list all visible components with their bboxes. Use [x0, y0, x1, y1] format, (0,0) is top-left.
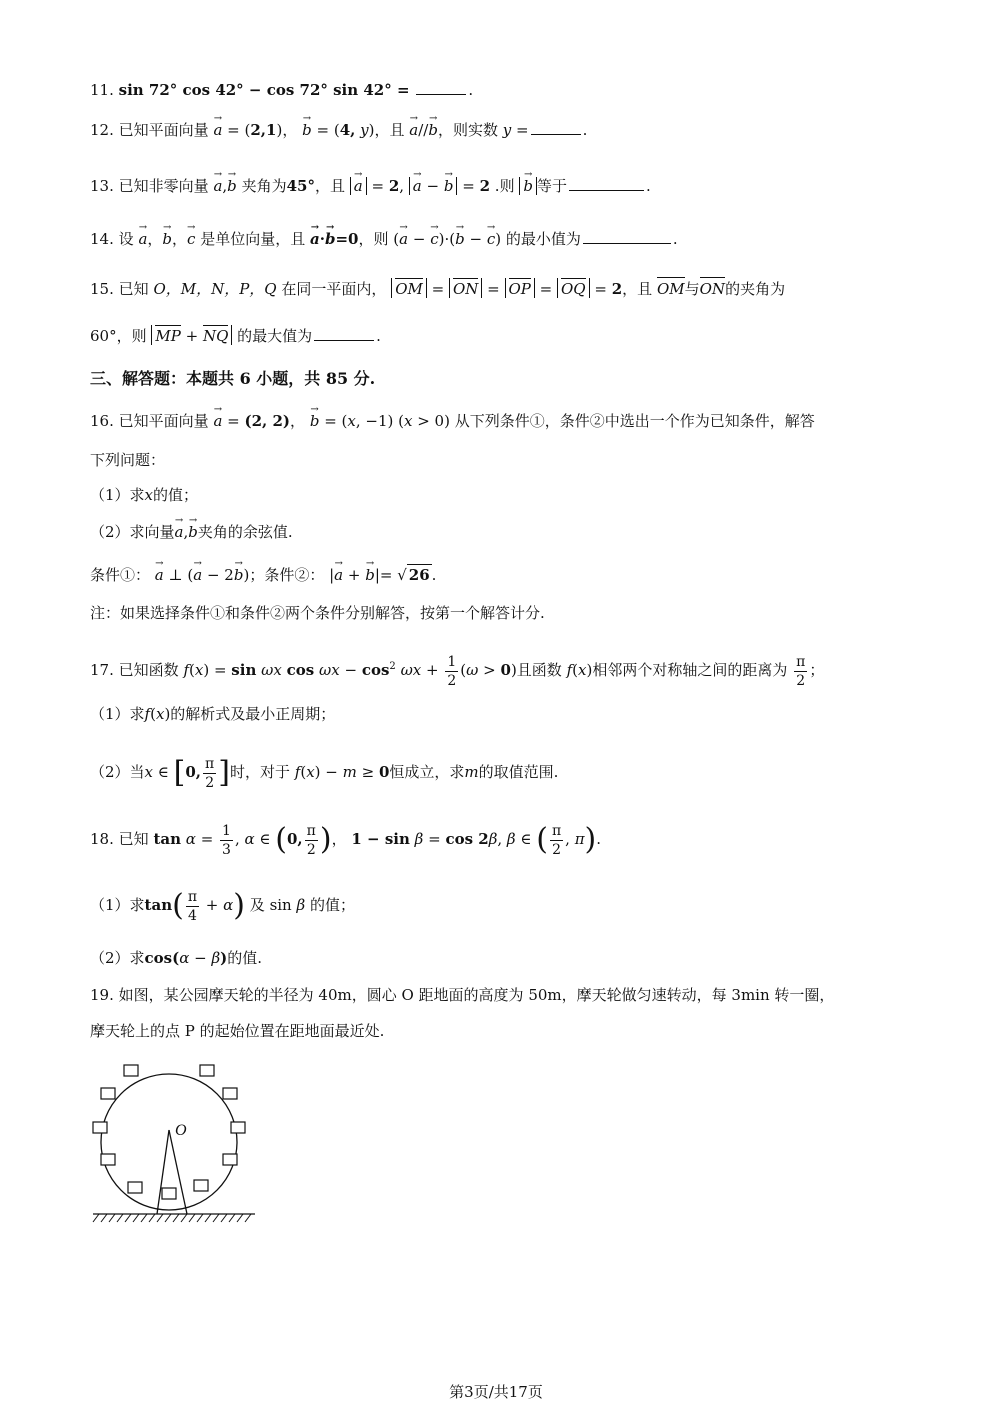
- q14-answer-blank: [583, 229, 671, 244]
- q17-part2-text: （2）当: [90, 763, 145, 781]
- q12-number: 12.: [90, 121, 114, 139]
- q17-cond: 相邻两个对称轴之间的距离为: [592, 661, 788, 679]
- q14-number: 14.: [90, 230, 114, 248]
- q17-number: 17.: [90, 661, 114, 679]
- q16-line1: 16. 已知平面向量 → a = (2, 2)， → b = (x, −1) (x > 0) 从下列条件①，条件②中选出一个作为已知条件，解答: [90, 411, 815, 431]
- q15-angle-label: 的夹角为: [725, 280, 786, 298]
- q15-cond: ，且: [622, 280, 653, 298]
- q16-part1-text: （1）求: [90, 486, 145, 504]
- q15-end: .: [376, 327, 381, 345]
- q16-line2: 下列问题：: [90, 451, 166, 469]
- q17-part2: （2）当x ∈ [0, $\frac{\pi}{2}$ ]时，对于 f(x) − m ≥ 0恒成立，求m的取值范围.: [90, 755, 559, 791]
- q18-text: 已知: [118, 830, 149, 848]
- q14-end: .: [672, 230, 678, 248]
- q15-answer-blank: [314, 326, 374, 341]
- q15-text2: 60°，则: [90, 327, 147, 345]
- q19-line1: [90, 985, 834, 1005]
- q18-part1-end: 的值；: [309, 896, 355, 914]
- q18-part1-and: 及: [249, 896, 265, 914]
- q18-part1: （1）求tan( $\frac{\pi}{4}$ + α) 及 sin β 的值；: [90, 888, 355, 924]
- q16-conditions: 条件①： → a ⊥ (→ a − 2→ b)；条件②： |→ a + → b|= √ 26 .: [90, 564, 436, 585]
- support-left: [157, 1130, 169, 1214]
- q14-line: 14. 设 → a，→ b，→ c 是单位向量，且 → a·→ b=0，则 (→ a − → c)·(→ b − → c) 的最小值为 .: [90, 229, 678, 249]
- q12-end: .: [582, 121, 588, 139]
- q13-end: .: [645, 177, 651, 195]
- q18-part1-text: （1）求: [90, 896, 145, 914]
- q17-part2-when: 时，对于: [229, 763, 290, 781]
- q16-part2-end: 夹角的余弦值.: [197, 523, 293, 541]
- q12-cond: ，且: [374, 121, 405, 139]
- q12-sep: ，: [282, 121, 298, 139]
- q14-then: ，则: [358, 230, 389, 248]
- q18-number: 18.: [90, 830, 114, 848]
- q15-text: 已知: [118, 280, 149, 298]
- ferris-wheel-figure: [85, 1055, 265, 1230]
- q11-line: 11. sin 72° cos 42° − cos 72° sin 42° = .: [90, 81, 474, 99]
- q17-line1: 17. 已知函数 f(x) = sin ωx $\cos \omega x - \cos^2 \omega x$ + $\frac{1}{2}$ (ω > 0)且函数 f(x)相邻两个对称轴之间的距离为 $\frac{\pi}{2}$ ；: [90, 653, 825, 689]
- q18-line1: 18. 已知 tan α = $\frac{1}{3}$ , α ∈ (0, $\frac{\pi}{2}$ )， 1 − sin β = cos 2β, β ∈ ( $\frac{\pi}{2}$ , π).: [90, 822, 602, 858]
- q15-plane: 在同一平面内，: [281, 280, 387, 298]
- q13-line: 13. 已知非零向量 → a,→ b 夹角为45°，且 → a = 2, → a − → b = 2 .则 → b 等于 .: [90, 176, 651, 196]
- q15-number: 15.: [90, 280, 114, 298]
- q17-part1-text: （1）求: [90, 705, 145, 723]
- q18-part2: （2）求cos(α − β)的值.: [90, 949, 263, 967]
- q13-equals: 等于: [536, 177, 567, 195]
- ground-hatching: [93, 1214, 251, 1222]
- q12-ask: ，则实数: [437, 121, 498, 139]
- q17-part1-end: 的解析式及最小正周期；: [170, 705, 336, 723]
- q16-number: 16.: [90, 412, 114, 430]
- q11-expression: sin 72° cos 42° − cos 72° sin 42° =: [118, 81, 410, 99]
- q17-and: 且函数: [516, 661, 562, 679]
- q17-part1: （1）求f(x)的解析式及最小正周期；: [90, 705, 336, 723]
- q17-part2-hold: 恒成立，求: [389, 763, 465, 781]
- q15-ask: 的最大值为: [237, 327, 313, 345]
- q15-points: O，M，N，P，Q: [153, 280, 277, 298]
- q13-number: 13.: [90, 177, 114, 195]
- q19-number: 19.: [90, 986, 114, 1004]
- q17-end: ；: [809, 661, 825, 679]
- q17-part2-end: 的取值范围.: [478, 763, 559, 781]
- q16-part1-end: 的值；: [153, 486, 199, 504]
- q11-number: 11.: [90, 81, 114, 99]
- support-right: [169, 1130, 187, 1214]
- q13-answer-blank: [569, 176, 644, 191]
- q17-text: 已知函数: [118, 661, 179, 679]
- q14-text: 设: [118, 230, 134, 248]
- q16-cond1-label: 条件①：: [90, 566, 151, 584]
- q16-part1: （1）求x的值；: [90, 486, 199, 504]
- q13-angle-label: 夹角为: [241, 177, 287, 195]
- q16-cond2-label: ；条件②：: [249, 566, 325, 584]
- q18-part2-text: （2）求: [90, 949, 145, 967]
- q14-cond: 是单位向量，且: [200, 230, 306, 248]
- q19-line2: 摩天轮上的点 P 的起始位置在距地面最近处.: [90, 1022, 385, 1040]
- q18-part2-end: 的值.: [227, 949, 263, 967]
- q13-text: 已知非零向量: [118, 177, 209, 195]
- center-label: O: [175, 1122, 187, 1139]
- q15-and: 与: [684, 280, 700, 298]
- q15-line2: 60°，则 MP + NQ 的最大值为 .: [90, 327, 381, 345]
- section-heading: 三、解答题：本题共 6 小题，共 85 分.: [90, 369, 376, 388]
- q12-line: 12. 已知平面向量 → a = (2,1)， → b = (4, y)，且 → a//→ b，则实数 y = .: [90, 120, 587, 140]
- q16-text: 已知平面向量: [118, 412, 209, 430]
- q13-ask: .则: [494, 177, 515, 195]
- q16-part2: （2）求向量→ a,→ b夹角的余弦值.: [90, 522, 293, 542]
- q16-note: 注：如果选择条件①和条件②两个条件分别解答，按第一个解答计分.: [90, 604, 545, 622]
- q12-answer-blank: [531, 120, 581, 135]
- q11-answer-blank: [416, 80, 466, 95]
- page-footer: 第3页/共17页: [449, 1383, 543, 1401]
- q16-part2-text: （2）求向量: [90, 523, 175, 541]
- q14-ask: 的最小值为: [505, 230, 581, 248]
- q12-text: 已知平面向量: [118, 121, 209, 139]
- q19-text: 如图，某公园摩天轮的半径为 40m，圆心 O 距地面的高度为 50m，摩天轮做匀速转动，每 3min 转一圈，: [118, 986, 835, 1004]
- q16-instr: 从下列条件①，条件②中选出一个作为已知条件，解答: [454, 412, 815, 430]
- q15-line1: 15. 已知 O，M，N，P，Q 在同一平面内， OM = ON = OP = OQ = 2，且 OM与ON的夹角为: [90, 277, 785, 299]
- q13-cond: ，且: [314, 177, 345, 195]
- q16-sep: ，: [290, 412, 306, 430]
